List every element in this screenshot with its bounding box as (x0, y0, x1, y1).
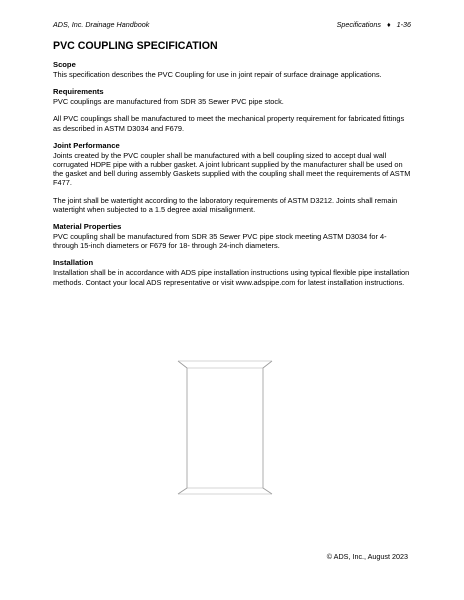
section-installation (53, 258, 413, 286)
coupling-left-outline (178, 361, 187, 494)
coupling-right-outline (263, 361, 272, 494)
section-heading: Installation (53, 258, 94, 268)
page-number: 1-36 (396, 20, 411, 29)
section-paragraph: All PVC couplings shall be manufactured to meet the mechanical property requirement for fabricated fittings as described in ASTM D3034 and F679. (53, 114, 405, 133)
diamond-separator: ♦ (386, 20, 391, 29)
section-material-properties (53, 222, 413, 250)
section-heading: Material Properties (53, 222, 122, 232)
section-heading: Requirements (53, 87, 104, 97)
section-heading: Joint Performance (53, 140, 120, 150)
section-paragraph: PVC coupling shall be manufactured from SDR 35 Sewer PVC pipe stock meeting ASTM D3034 for 4- through 15-inch diameters or F679 for 18- through 24-inch diameters. (53, 232, 387, 251)
running-header (53, 20, 411, 29)
section-paragraph: The joint shall be watertight according to the laboratory requirements of ASTM D3212. Joints shall remain watertight when subjected to a 1.5 degree axial misalignment. (53, 195, 398, 214)
copyright-footer: © ADS, Inc., August 2023 (326, 552, 408, 561)
section-heading: Scope (53, 60, 76, 69)
section-paragraph: Joints created by the PVC coupler shall be manufactured with a bell coupling sized to accept dual wall corrugated HDPE pipe with a rubber gasket. A joint lubricant supplied by the manufacturer shall be used on the gasket and bell during assembly Gaskets supplied with the coupling shall meet the requirements of ASTM F477. (53, 150, 411, 188)
section-scope (53, 60, 413, 79)
section-page-label (333, 20, 411, 29)
section-paragraph: PVC couplings are manufactured from SDR 35 Sewer PVC pipe stock. (53, 97, 284, 107)
section-joint-performance (53, 141, 413, 214)
handbook-title: ADS, Inc. Drainage Handbook (53, 20, 150, 29)
page-title: PVC COUPLING SPECIFICATION (53, 40, 218, 52)
document-body (53, 40, 413, 295)
section-paragraph: Installation shall be in accordance with ADS pipe installation instructions using typical flexible pipe installation methods. Contact your local ADS representative or visit www.adspipe.com for latest installation instructions. (53, 268, 410, 287)
pvc-coupling-drawing (177, 355, 273, 495)
section-paragraph: This specification describes the PVC Coupling for use in joint repair of surface drainage applications. (53, 70, 382, 79)
section-name: Specifications (336, 20, 381, 29)
section-requirements (53, 87, 413, 133)
coupling-top-rim (178, 361, 272, 368)
coupling-bottom-rim (178, 488, 272, 494)
